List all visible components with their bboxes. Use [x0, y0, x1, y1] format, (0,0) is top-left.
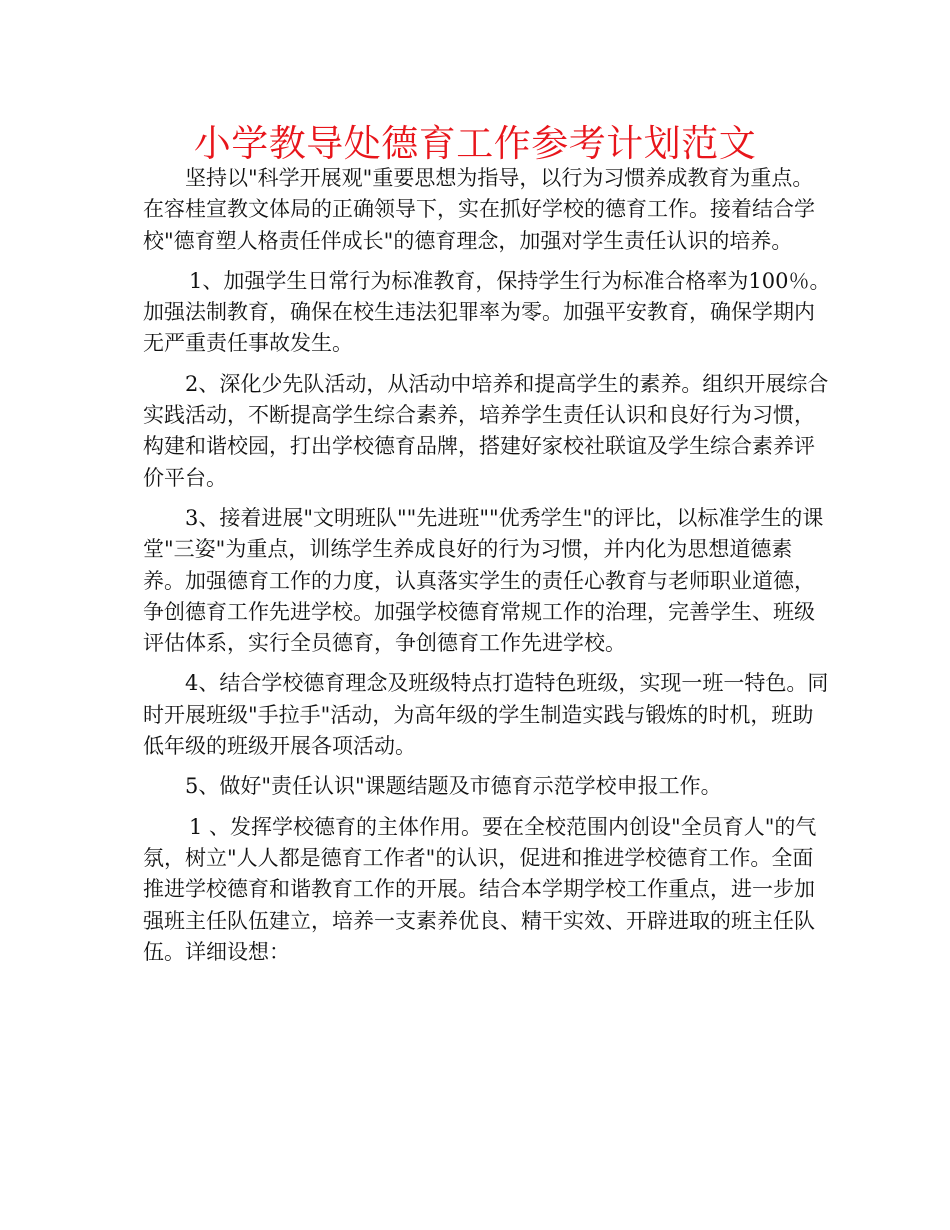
paragraph-section-1: 1 、发挥学校德育的主体作用。要在全校范围内创设"全员育人"的气氛，树立"人人都是德育工作者"的认识，促进和推进学校德育工作。全面推进学校德育和谐教育工作的开展。结合本学期学校工作重点，进一步加强班主任队伍建立，培养一支素养优良、精干实效、开辟进取的班主任队伍。详细设想： [143, 814, 817, 964]
paragraph-item-3: 3、接着进展"文明班队""先进班""优秀学生"的评比，以标准学生的课堂"三姿"为重点，训练学生养成良好的行为习惯，并内化为思想道德素养。加强德育工作的力度，认真落实学生的责任心教育与老师职业道德，争创德育工作先进学校。加强学校德育常规工作的治理，完善学生、班级评估体系，实行全员德育，争创德育工作先进学校。 [143, 505, 824, 656]
paragraph-item-1: 1、加强学生日常行为标准教育，保持学生行为标准合格率为100％。加强法制教育，确保在校生违法犯罪率为零。加强平安教育，确保学期内无严重责任事故发生。 [143, 268, 831, 356]
document-body [143, 163, 833, 977]
paragraph-item-2: 2、深化少先队活动，从活动中培养和提高学生的素养。组织开展综合实践活动，不断提高学生综合素养，培养学生责任认识和良好行为习惯，构建和谐校园，打出学校德育品牌，搭建好家校社联谊及学生综合素养评价平台。 [143, 371, 829, 490]
paragraph-item-5: 5、做好"责任认识"课题结题及市德育示范学校申报工作。 [185, 774, 722, 799]
paragraph-item-4: 4、结合学校德育理念及班级特点打造特色班级，实现一班一特色。同时开展班级"手拉手"活动，为高年级的学生制造实践与锻炼的时机，班助低年级的班级开展各项活动。 [143, 671, 829, 759]
paragraph-intro: 坚持以"科学开展观"重要思想为指导，以行为习惯养成教育为重点。在容桂宣教文体局的正确领导下，实在抓好学校的德育工作。接着结合学校"德育塑人格责任伴成长"的德育理念，加强对学生责任认识的培养。 [143, 166, 815, 253]
document-title: 小学教导处德育工作参考计划范文 [193, 122, 757, 165]
